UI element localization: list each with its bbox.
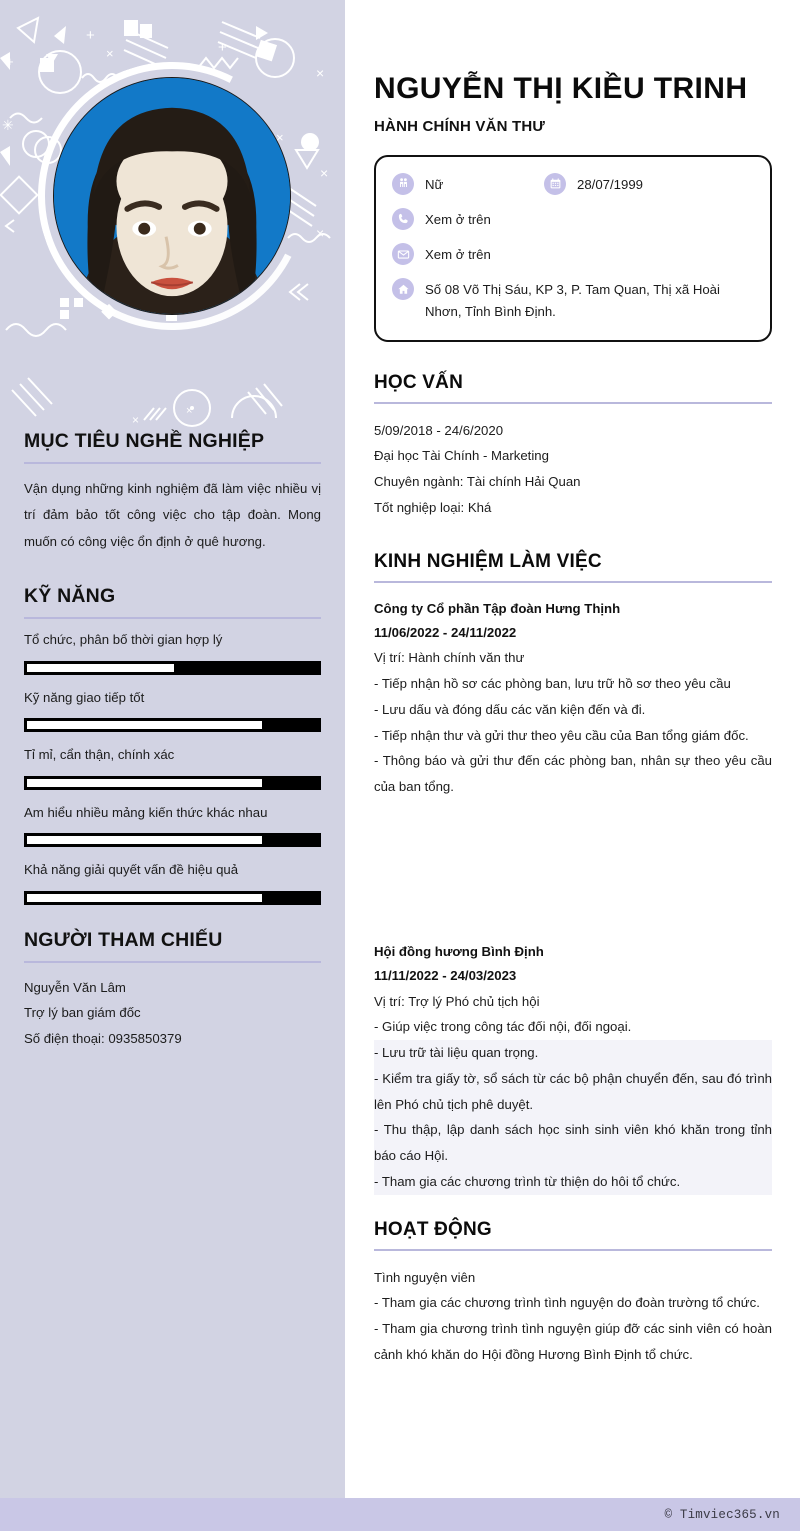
phone-icon	[392, 208, 414, 230]
skill-item	[24, 746, 321, 789]
experience-list	[374, 597, 772, 1195]
contact-card	[374, 155, 772, 342]
skill-bar-fill	[26, 720, 262, 730]
experience-section	[374, 551, 772, 1195]
objective-text: Vận dụng những kinh nghiệm đã làm việc nhiều vị trí đảm bảo tốt công việc cho tập đoàn. Mong muốn có công việc ổn định ở quê hương.	[24, 481, 321, 549]
skill-bar	[24, 891, 321, 905]
skill-bar	[24, 776, 321, 790]
skill-label: Khả năng giải quyết vấn đề hiệu quả	[24, 862, 239, 878]
job-duty: - Thu thập, lập danh sách học sinh sinh viên khó khăn trong tỉnh báo cáo Hội.	[374, 1117, 772, 1168]
experience-item	[374, 597, 772, 800]
svg-text:+: +	[218, 39, 227, 56]
skill-bar-fill	[26, 835, 262, 845]
contact-row-address	[392, 278, 754, 323]
envelope-icon	[392, 243, 414, 265]
skills-list	[24, 631, 321, 904]
objective-heading: MỤC TIÊU NGHỀ NGHIỆP	[24, 430, 265, 452]
svg-text:+: +	[6, 54, 14, 69]
gender-icon	[392, 173, 414, 195]
activity-item: - Tham gia chương trình tình nguyện giúp đỡ các sinh viên có hoàn cảnh khó khăn do Hội đồng Hương Bình Định tổ chức.	[374, 1321, 772, 1362]
education-major: Chuyên ngành: Tài chính Hải Quan	[374, 474, 581, 490]
activities-heading: HOẠT ĐỘNG	[374, 1218, 492, 1240]
footer	[345, 1498, 800, 1531]
skills-heading: KỸ NĂNG	[24, 585, 116, 608]
skill-bar	[24, 718, 321, 732]
svg-text:×: ×	[132, 413, 140, 427]
skill-item	[24, 804, 321, 847]
address-value: Số 08 Võ Thị Sáu, KP 3, P. Tam Quan, Thị xã Hoài Nhơn, Tỉnh Bình Định.	[425, 282, 720, 320]
skill-label: Kỹ năng giao tiếp tốt	[24, 689, 145, 705]
skill-bar	[24, 661, 321, 675]
photo-zone	[0, 0, 345, 430]
activity-item: - Tham gia các chương trình tình nguyện do đoàn trường tổ chức.	[374, 1295, 760, 1311]
svg-text:✳: ✳	[2, 117, 14, 133]
phone-value: Xem ở trên	[425, 211, 491, 227]
birthday-value: 28/07/1999	[577, 176, 644, 192]
avatar	[53, 77, 291, 315]
education-section	[374, 372, 772, 521]
reference-divider	[24, 961, 321, 963]
skill-item	[24, 689, 321, 732]
reference-position: Trợ lý ban giám đốc	[24, 1005, 141, 1021]
reference-phone: Số điện thoại: 0935850379	[24, 1031, 182, 1047]
activities-divider	[374, 1249, 772, 1251]
job-title: HÀNH CHÍNH VĂN THƯ	[374, 117, 546, 135]
experience-item	[374, 940, 772, 1195]
objective-divider	[24, 462, 321, 464]
experience-divider	[374, 581, 772, 583]
contact-row-phone	[392, 208, 754, 231]
svg-text:×: ×	[320, 165, 329, 181]
svg-text:×: ×	[106, 46, 114, 61]
reference-heading: NGƯỜI THAM CHIẾU	[24, 928, 223, 951]
education-grade: Tốt nghiệp loại: Khá	[374, 499, 492, 515]
job-duty: - Tham gia các chương trình từ thiện do hôi tổ chức.	[374, 1169, 772, 1195]
skill-item	[24, 861, 321, 904]
main-content	[345, 0, 800, 1531]
job-position: Vị trí: Hành chính văn thư	[374, 650, 525, 666]
activities-section	[374, 1219, 772, 1368]
svg-text:×: ×	[316, 225, 325, 241]
email-value: Xem ở trên	[425, 247, 491, 263]
job-duty: - Giúp việc trong công tác đối nội, đối ngoại.	[374, 1019, 632, 1035]
education-dates: 5/09/2018 - 24/6/2020	[374, 422, 504, 438]
skill-bar	[24, 833, 321, 847]
svg-text:×: ×	[316, 65, 325, 81]
skill-label: Tỉ mỉ, cẩn thận, chính xác	[24, 747, 175, 763]
contact-row-gender-birthday	[392, 173, 754, 196]
page-title: NGUYỄN THỊ KIỀU TRINH	[374, 72, 748, 105]
job-company: Công ty Cổ phần Tập đoàn Hưng Thịnh	[374, 600, 621, 616]
home-icon	[392, 278, 414, 300]
skill-label: Tổ chức, phân bố thời gian hợp lý	[24, 632, 223, 648]
job-company: Hội đồng hương Bình Định	[374, 943, 544, 959]
skill-label: Am hiểu nhiều mảng kiến thức khác nhau	[24, 804, 268, 820]
skill-item	[24, 631, 321, 674]
sidebar	[0, 0, 345, 1531]
skills-divider	[24, 617, 321, 619]
activities-items	[374, 1290, 772, 1367]
skill-bar-fill	[26, 893, 262, 903]
calendar-icon	[544, 173, 566, 195]
job-duty: - Tiếp nhận hồ sơ các phòng ban, lưu trữ hồ sơ theo yêu cầu	[374, 676, 731, 692]
contact-row-email	[392, 243, 754, 266]
svg-text:×: ×	[276, 130, 284, 145]
skill-bar-fill	[26, 778, 262, 788]
job-duty: - Lưu dấu và đóng dấu các văn kiện đến và đi.	[374, 701, 646, 717]
copyright-text: © Timviec365.vn	[664, 1507, 780, 1522]
job-duty: - Kiểm tra giấy tờ, sổ sách từ các bộ phận chuyển đến, sau đó trình lên Phó chủ tịch phê duyệt.	[374, 1066, 772, 1117]
job-duty: - Lưu trữ tài liệu quan trọng.	[374, 1040, 772, 1066]
job-duty: - Tiếp nhận thư và gửi thư theo yêu cầu của Ban tổng giám đốc.	[374, 727, 749, 743]
education-heading: HỌC VẤN	[374, 371, 464, 393]
reference-name: Nguyễn Văn Lâm	[24, 979, 126, 995]
job-dates: 11/06/2022 - 24/11/2022	[374, 625, 517, 641]
education-school: Đại học Tài Chính - Marketing	[374, 448, 549, 464]
experience-heading: KINH NGHIỆM LÀM VIỆC	[374, 550, 602, 572]
svg-text:×: ×	[186, 405, 193, 417]
job-dates: 11/11/2022 - 24/03/2023	[374, 968, 517, 984]
svg-text:+: +	[86, 27, 95, 44]
job-position: Vị trí: Trợ lý Phó chủ tịch hội	[374, 993, 540, 1009]
education-divider	[374, 402, 772, 404]
job-duty: - Thông báo và gửi thư đến các phòng ban, nhân sự theo yêu cầu của ban tổng.	[374, 753, 772, 795]
activities-role: Tình nguyện viên	[374, 1269, 476, 1285]
gender-value: Nữ	[425, 176, 444, 192]
footer-left-bar	[0, 1498, 345, 1531]
skill-bar-fill	[26, 663, 174, 673]
